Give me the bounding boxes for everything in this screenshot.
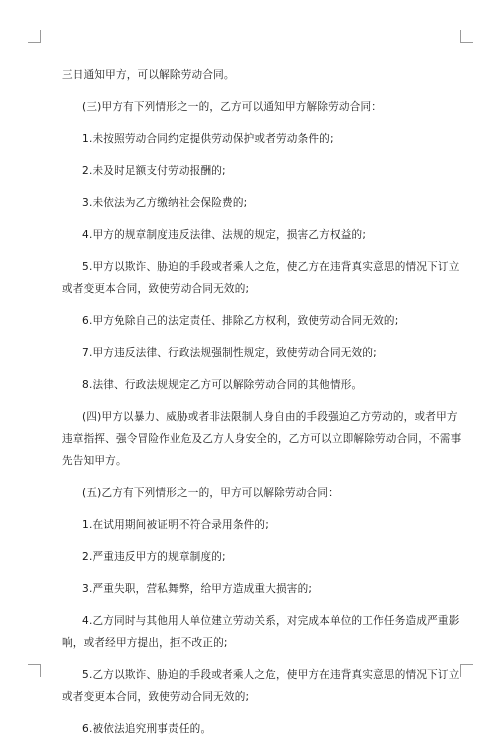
paragraph xyxy=(62,718,442,740)
paragraph xyxy=(62,578,442,600)
crop-mark-bottom-right xyxy=(460,664,473,677)
paragraph-line: 5.甲方以欺诈、胁迫的手段或者乘人之危，使乙方在违背真实意思的情况下订立 xyxy=(82,261,460,273)
paragraph-line: 三日通知甲方，可以解除劳动合同。 xyxy=(62,69,235,81)
paragraph-line: 或者变更本合同，致使劳动合同无效的; xyxy=(62,691,250,703)
paragraph xyxy=(62,610,460,654)
paragraph-line: 3.严重失职，营私舞弊，给甲方造成重大损害的; xyxy=(82,583,313,595)
paragraph-line: 响，或者经甲方提出，拒不改正的; xyxy=(62,637,228,649)
paragraph-line: 先告知甲方。 xyxy=(62,455,127,467)
paragraph-line: 7.甲方违反法律、行政法规强制性规定，致使劳动合同无效的; xyxy=(82,347,377,359)
paragraph xyxy=(62,482,442,504)
paragraph-line: 4.乙方同时与其他用人单位建立劳动关系，对完成本单位的工作任务造成严重影 xyxy=(82,615,460,627)
paragraph xyxy=(62,546,442,568)
document-body xyxy=(62,64,462,750)
paragraph-line: 3.未依法为乙方缴纳社会保险费的; xyxy=(82,197,248,209)
paragraph xyxy=(62,664,460,708)
paragraph-line: 8.法律、行政法规规定乙方可以解除劳动合同的其他情形。 xyxy=(82,379,363,391)
paragraph xyxy=(62,160,442,182)
paragraph xyxy=(62,96,442,118)
crop-mark-top-left xyxy=(28,30,41,43)
paragraph xyxy=(62,374,442,396)
paragraph-line: (四)甲方以暴力、威胁或者非法限制人身自由的手段强迫乙方劳动的，或者甲方 xyxy=(82,411,458,423)
paragraph-line: (五)乙方有下列情形之一的，甲方可以解除劳动合同： xyxy=(82,487,339,499)
crop-mark-bottom-left xyxy=(28,664,41,677)
paragraph-line: (三)甲方有下列情形之一的，乙方可以通知甲方解除劳动合同： xyxy=(82,101,383,113)
paragraph-line: 6.甲方免除自己的法定责任、排除乙方权利，致使劳动合同无效的; xyxy=(82,315,399,327)
paragraph xyxy=(62,514,442,536)
paragraph-line: 4.甲方的规章制度违反法律、法规的规定，损害乙方权益的; xyxy=(82,229,367,241)
paragraph xyxy=(62,310,442,332)
paragraph-line: 1.在试用期间被证明不符合录用条件的; xyxy=(82,519,269,531)
paragraph xyxy=(62,64,442,86)
paragraph xyxy=(62,256,460,300)
paragraph xyxy=(62,342,442,364)
paragraph xyxy=(62,224,442,246)
paragraph xyxy=(62,406,462,472)
paragraph-line: 违章指挥、强令冒险作业危及乙方人身安全的，乙方可以立即解除劳动合同，不需事 xyxy=(62,433,462,445)
crop-mark-top-right xyxy=(460,30,473,43)
paragraph xyxy=(62,192,442,214)
paragraph-line: 6.被依法追究刑事责任的。 xyxy=(82,723,212,735)
paragraph-line: 2.严重违反甲方的规章制度的; xyxy=(82,551,226,563)
paragraph-line: 或者变更本合同，致使劳动合同无效的; xyxy=(62,283,250,295)
paragraph-line: 5.乙方以欺诈、胁迫的手段或者乘人之危，使甲方在违背真实意思的情况下订立 xyxy=(82,669,460,681)
paragraph xyxy=(62,128,442,150)
paragraph-line: 2.未及时足额支付劳动报酬的; xyxy=(82,165,226,177)
paragraph-line: 1.未按照劳动合同约定提供劳动保护或者劳动条件的; xyxy=(82,133,334,145)
